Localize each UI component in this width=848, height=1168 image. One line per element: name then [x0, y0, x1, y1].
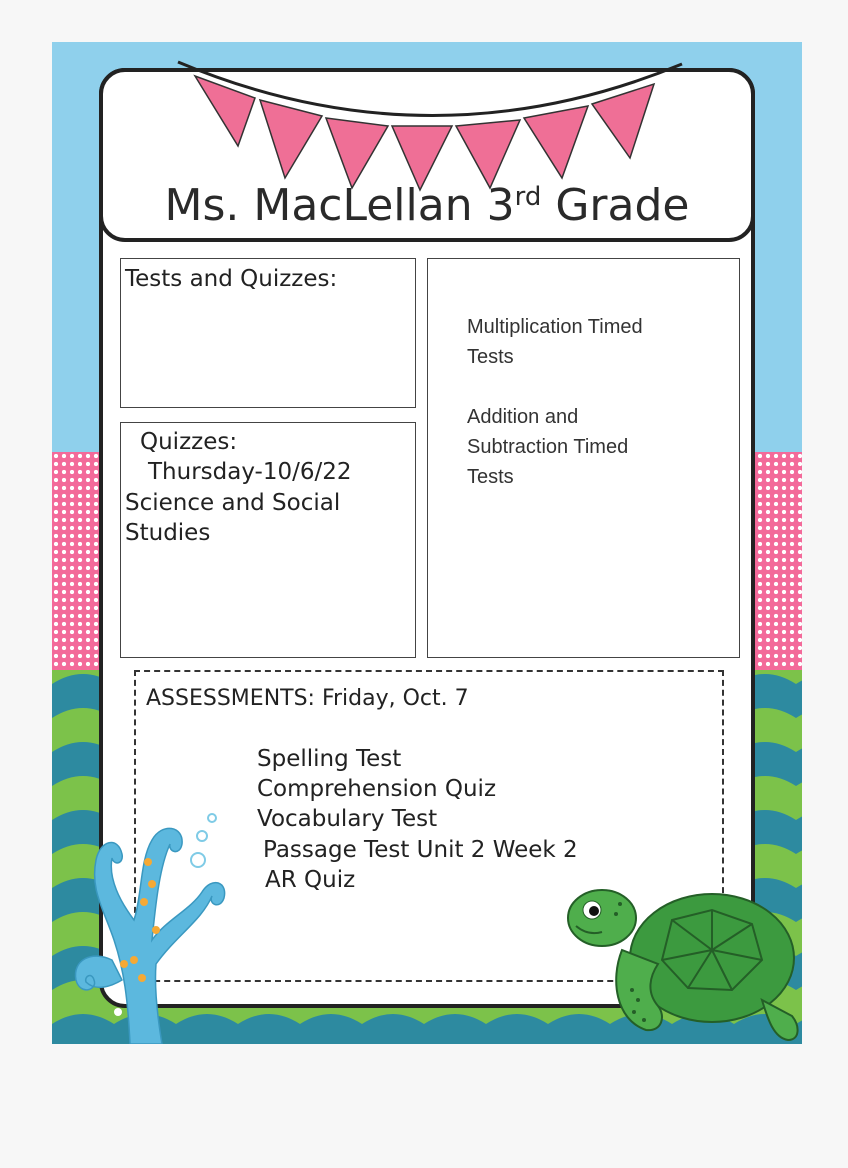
sea-turtle-icon — [562, 880, 802, 1044]
quizzes-line-3: Science and Social — [125, 490, 341, 516]
assessment-item: AR Quiz — [265, 867, 356, 893]
pennant-banner-icon — [170, 58, 690, 198]
timed-line-3: Addition and — [467, 406, 579, 428]
assessment-item: Spelling Test — [257, 746, 402, 772]
quizzes-line-4: Studies — [125, 520, 211, 546]
timed-line-5: Tests — [467, 466, 514, 488]
timed-line-2: Tests — [467, 346, 514, 368]
quizzes-line-1: Quizzes: — [140, 429, 238, 455]
title-superscript: rd — [514, 182, 542, 212]
tests-quizzes-heading: Tests and Quizzes: — [125, 266, 338, 292]
coral-icon — [52, 800, 252, 1044]
assessments-heading: ASSESSMENTS: Friday, Oct. 7 — [146, 686, 469, 711]
title-main: Ms. MacLellan 3 — [164, 180, 515, 231]
assessment-item: Passage Test Unit 2 Week 2 — [263, 837, 578, 863]
quizzes-line-2: Thursday-10/6/22 — [148, 459, 352, 485]
timed-line-4: Subtraction Timed — [467, 436, 629, 458]
assessment-item: Vocabulary Test — [257, 806, 438, 832]
title-end: Grade — [541, 180, 690, 231]
timed-line-1: Multiplication Timed — [467, 316, 643, 338]
assessment-item: Comprehension Quiz — [257, 776, 497, 802]
page-title — [99, 180, 755, 231]
